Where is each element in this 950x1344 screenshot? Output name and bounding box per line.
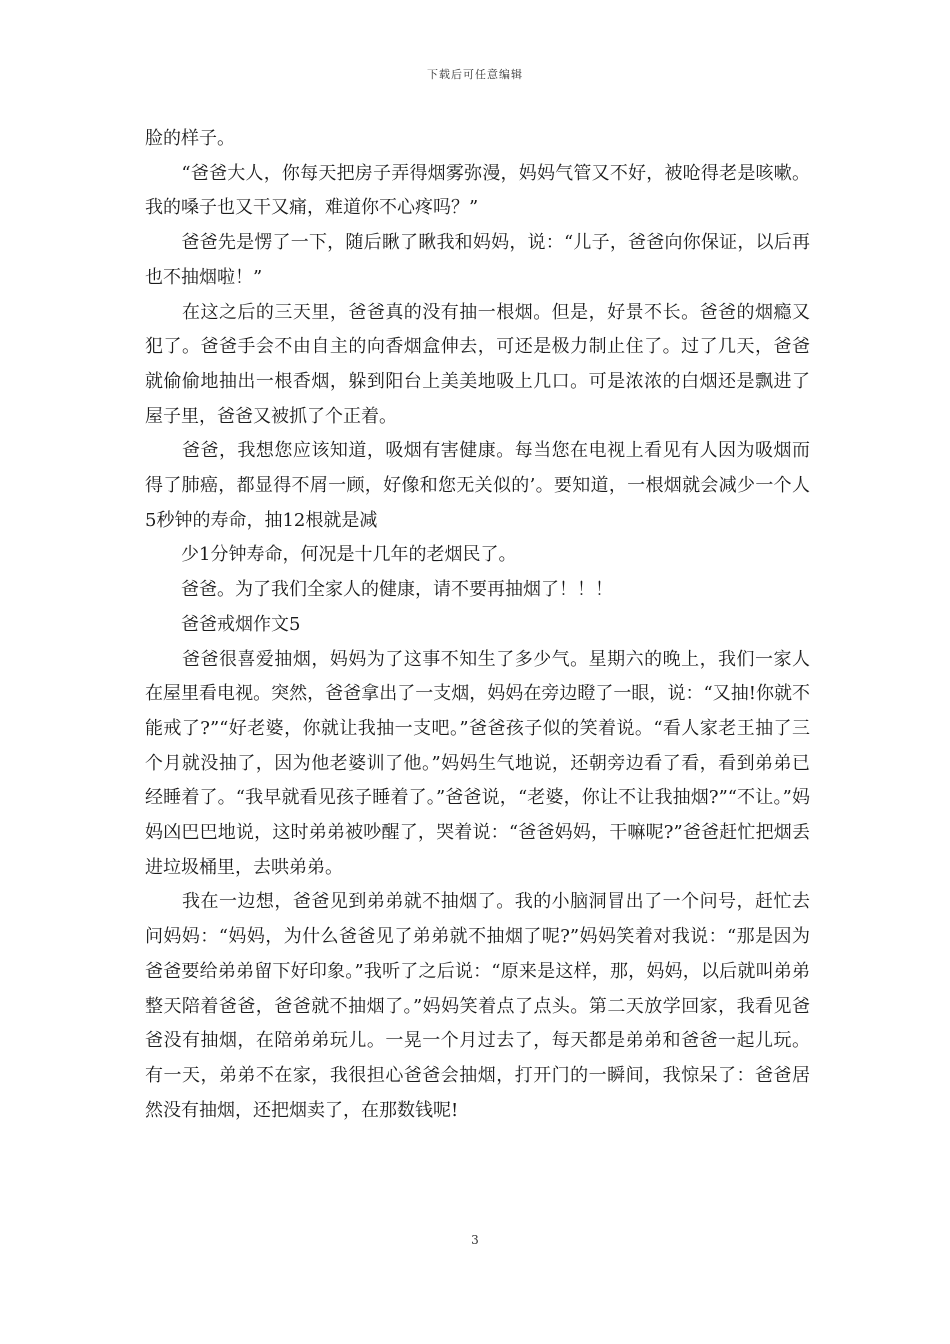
paragraph: 我在一边想，爸爸见到弟弟就不抽烟了。我的小脑洞冒出了一个问号，赶忙去问妈妈：“妈妈，为什么爸爸见了弟弟就不抽烟了呢?”妈妈笑着对我说：“那是因为爸爸要给弟弟留下好印象。”我听了之后说：“原来是这样，那，妈妈，以后就叫弟弟整天陪着爸爸，爸爸就不抽烟了。”妈妈笑着点了点头。第二天放学回家，我看见爸爸没有抽烟，在陪弟弟玩儿。一晃一个月过去了，每天都是弟弟和爸爸一起儿玩。有一天，弟弟不在家，我很担心爸爸会抽烟，打开门的一瞬间，我惊呆了：爸爸居然没有抽烟，还把烟卖了，在那数钱呢! — [145, 891, 810, 1121]
paragraph: 少1分钟寿命，何况是十几年的老烟民了。 — [145, 544, 517, 566]
paragraph: 在这之后的三天里，爸爸真的没有抽一根烟。但是，好景不长。爸爸的烟瘾又犯了。爸爸手会不由自主的向香烟盒伸去，可还是极力制止住了。过了几天，爸爸就偷偷地抽出一根香烟，躲到阳台上美美地吸上几口。可是浓浓的白烟还是飘进了屋子里，爸爸又被抓了个正着。 — [145, 301, 810, 427]
paragraph: 爸爸很喜爱抽烟，妈妈为了这事不知生了多少气。星期六的晚上，我们一家人在屋里看电视。突然，爸爸拿出了一支烟，妈妈在旁边瞪了一眼，说：“又抽!你就不能戒了?”“好老婆，你就让我抽一支吧。”爸爸孩子似的笑着说。“看人家老王抽了三个月就没抽了，因为他老婆训了他。”妈妈生气地说，还朝旁边看了看，看到弟弟已经睡着了。“我早就看见孩子睡着了。”爸爸说，“老婆，你让不让我抽烟?”“不让。”妈妈凶巴巴地说，这时弟弟被吵醒了，哭着说：“爸爸妈妈，干嘛呢?”爸爸赶忙把烟丢进垃圾桶里，去哄弟弟。 — [145, 648, 810, 878]
document-body — [145, 122, 810, 1128]
paragraph: 脸的样子。 — [145, 128, 235, 149]
section-title: 爸爸戒烟作文5 — [145, 613, 301, 635]
page-number: 3 — [471, 1233, 479, 1247]
paragraph: 爸爸。为了我们全家人的健康，请不要再抽烟了！！！ — [145, 579, 613, 601]
paragraph: “爸爸大人，你每天把房子弄得烟雾弥漫，妈妈气管又不好，被呛得老是咳嗽。我的嗓子也又干又痛，难道你不心疼吗？” — [145, 162, 810, 219]
paragraph: 爸爸，我想您应该知道，吸烟有害健康。每当您在电视上看见有人因为吸烟而得了肺癌，都显得不屑一顾，好像和您无关似的’。要知道，一根烟就会减少一个人5秒钟的寿命，抽12根就是减 — [145, 440, 810, 531]
page-header: 下载后可任意编辑 — [427, 68, 523, 81]
paragraph: 爸爸先是愣了一下，随后瞅了瞅我和妈妈，说：“儿子，爸爸向你保证，以后再也不抽烟啦！” — [145, 232, 810, 288]
